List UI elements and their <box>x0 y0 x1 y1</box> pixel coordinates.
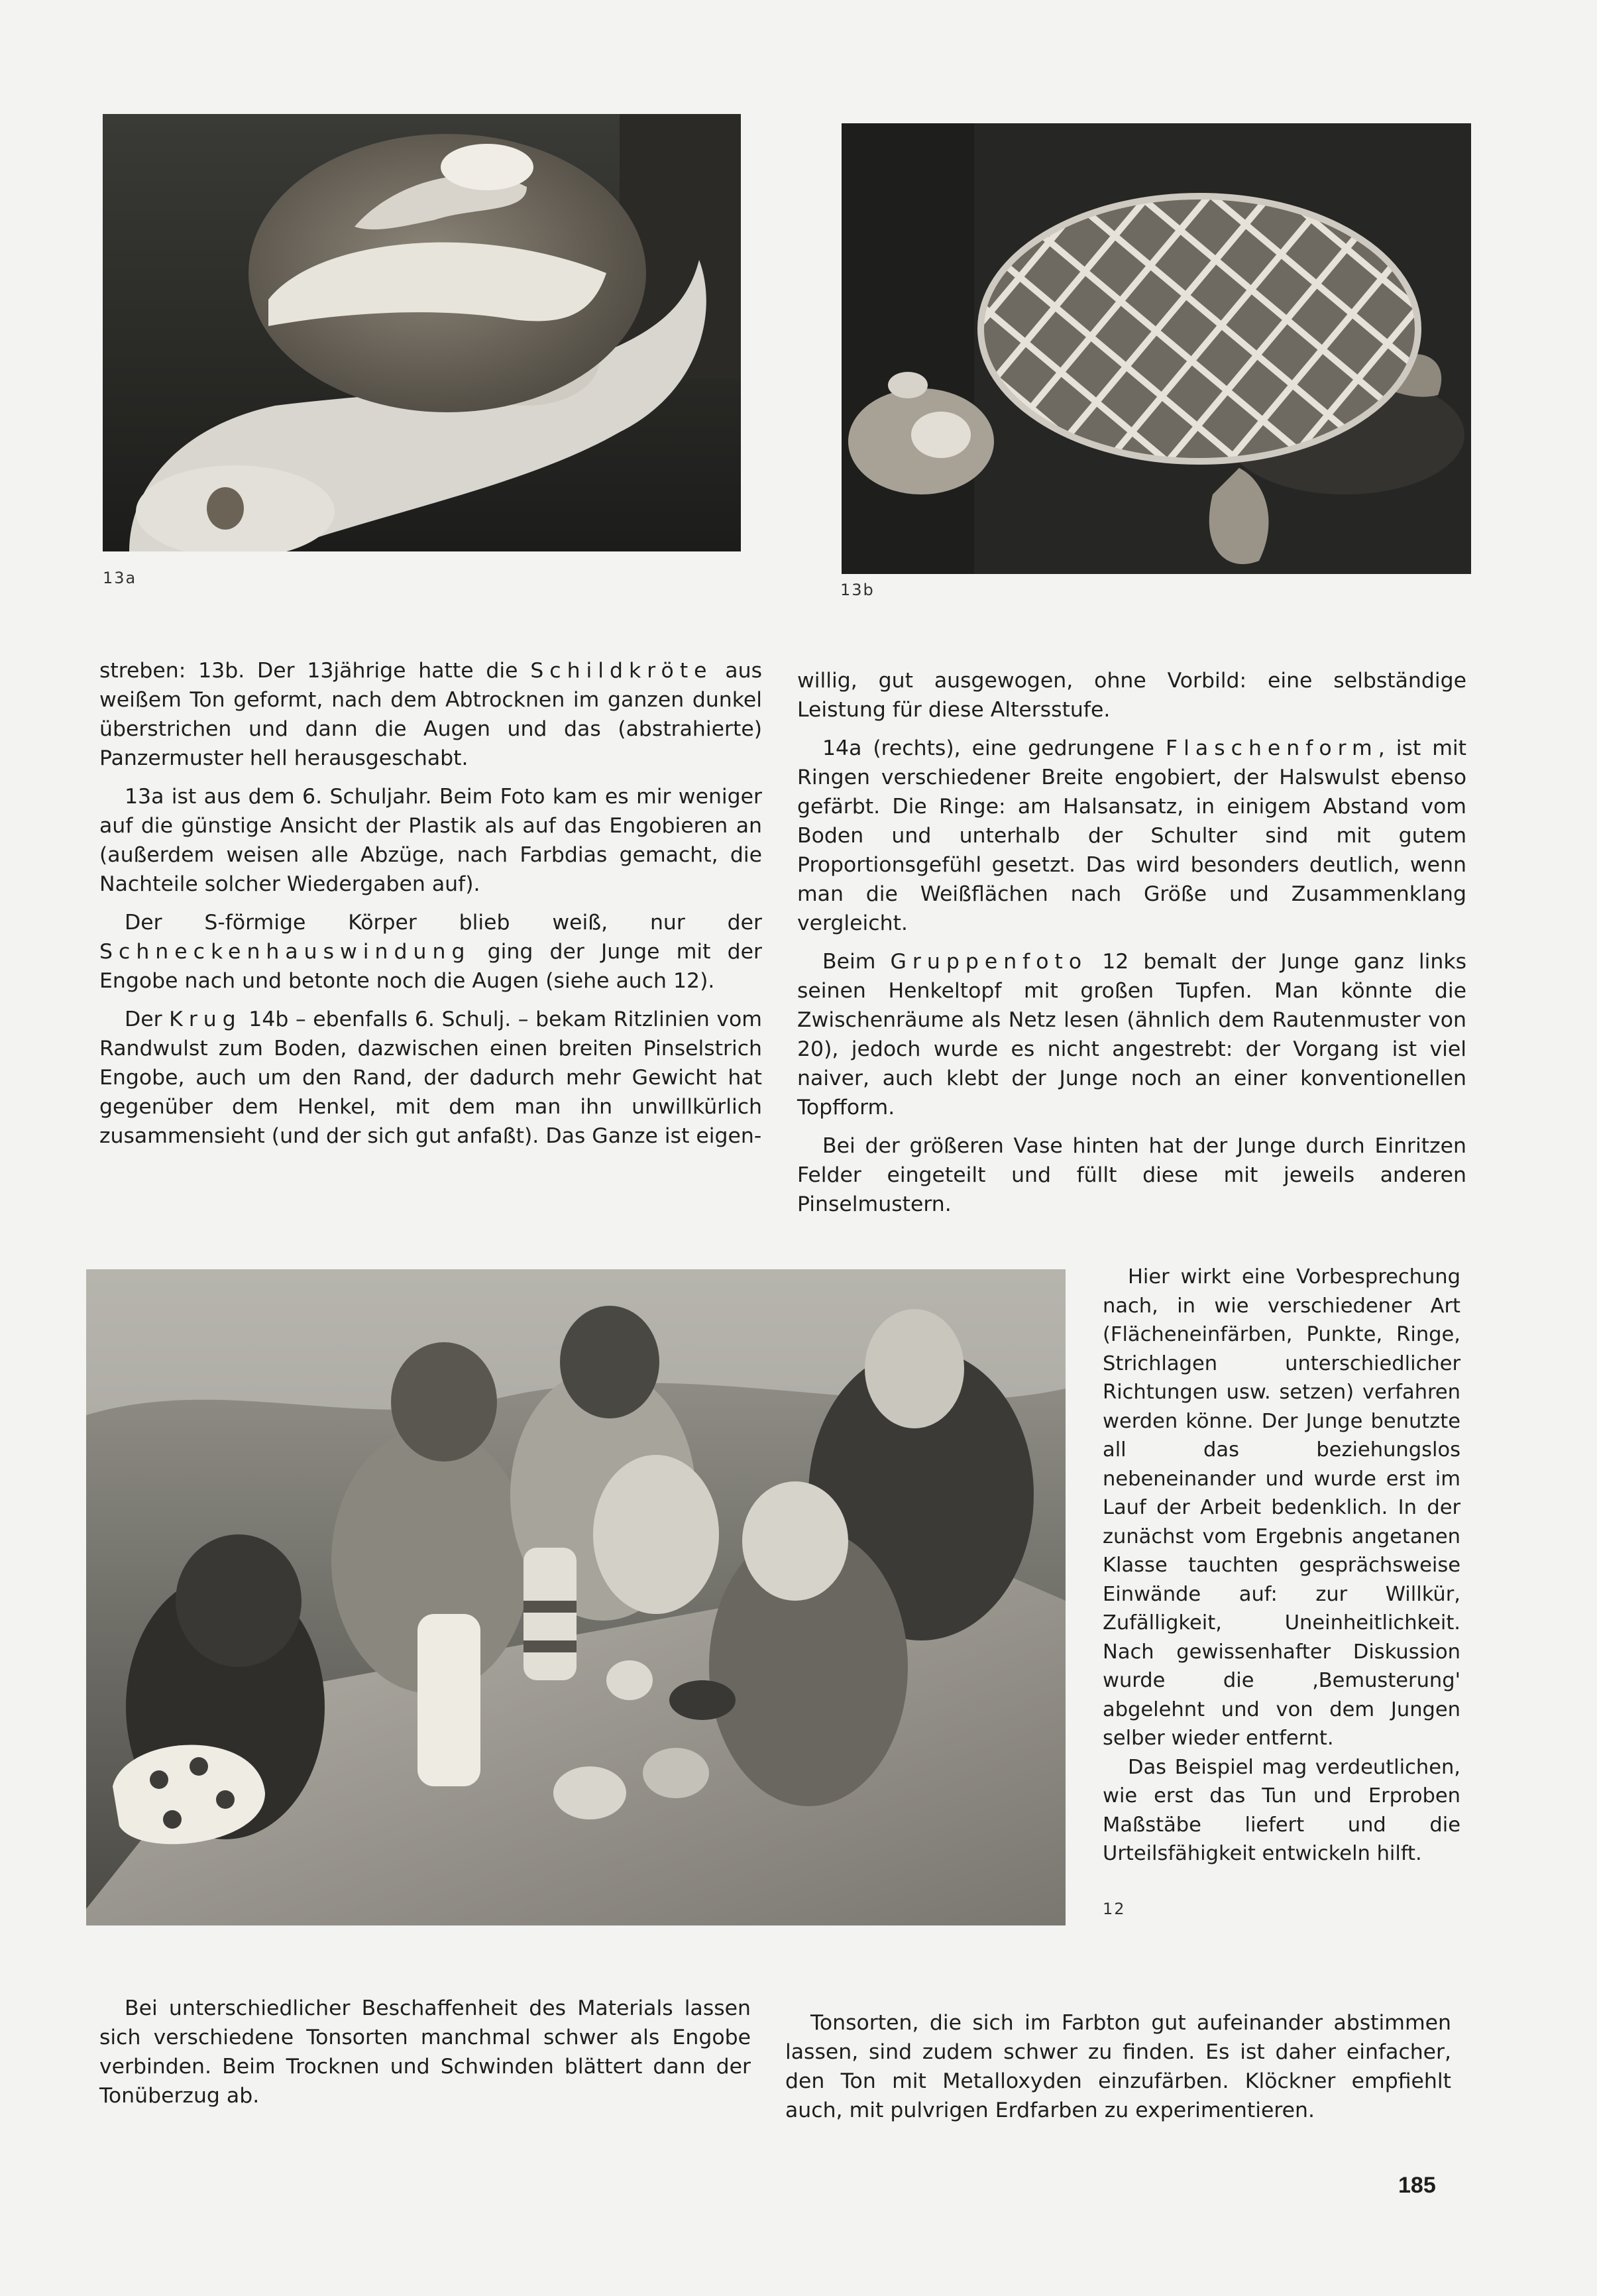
caption-13b: 13b <box>840 581 875 599</box>
paragraph: Hier wirkt eine Vorbesprechung nach, in wie verschiedener Art (Flächeneinfärben, Punkte, Ringe, Strichlagen unterschiedlicher Richtungen usw. setzen) verfahren werden könne. Der Junge benutzte all das beziehungslos nebeneinander und wurde erst im Lauf der Arbeit bedenklich. In der zunächst vom Ergebnis angetanen Klasse tauchten gesprächsweise Einwände auf: zur Willkür, Zufälligkeit, Uneinheitlichkeit. Nach gewissenhafter Diskussion wurde die ‚Bemusterung' abgelehnt und von dem Jungen selber wieder entfernt. <box>1103 1265 1460 1750</box>
paragraph: willig, gut ausgewogen, ohne Vorbild: eine selbständige Leistung für diese Altersstufe. <box>797 669 1466 722</box>
paragraph: streben: 13b. Der 13jährige hatte die Schildkröte aus weißem Ton geformt, nach dem Abtrocknen im ganzen dunkel überstrichen und dann die Augen und das (abstrahierte) Panzermuster hell herausgeschabt. <box>99 659 762 770</box>
paragraph: Beim Gruppenfoto 12 bemalt der Junge ganz links seinen Henkeltopf mit großen Tupfen. Man könnte die Zwischenräume als Netz lesen (ähnlich dem Rautenmuster von 20), jedoch wurde es nicht angestrebt: der Vorgang ist viel naiver, auch klebt der Junge noch an einer konventionellen Topfform. <box>797 950 1466 1119</box>
text-column-left <box>99 656 762 1160</box>
snail-image <box>103 114 741 551</box>
caption-12: 12 <box>1103 1900 1126 1918</box>
paragraph: Der S-förmige Körper blieb weiß, nur der Schneckenhauswindung ging der Junge mit der Engobe nach und betonte noch die Augen (siehe auch 12). <box>99 911 762 993</box>
paragraph: Der Krug 14b – ebenfalls 6. Schulj. – bekam Ritzlinien vom Randwulst zum Boden, dazwischen einen breiten Pinselstrich Engobe, auch um den Rand, der dadurch mehr Gewicht hat gegenüber dem Henkel, mit dem man ihn unwillkürlich zusammensieht (und der sich gut anfaßt). Das Ganze ist eigen- <box>99 1007 762 1148</box>
paragraph: 13a ist aus dem 6. Schuljahr. Beim Foto kam es mir weniger auf die günstige Ansicht der Plastik als auf das Engobieren an (außerdem weisen alle Abzüge, nach Farbdias gemacht, die Nachteile solcher Wiedergaben auf). <box>99 785 762 896</box>
paragraph: Bei unterschiedlicher Beschaffenheit des Materials lassen sich verschiedene Tonsorten manchmal schwer als Engobe verbinden. Beim Trocknen und Schwinden blättert dann der Tonüberzug ab. <box>99 1996 751 2108</box>
paragraph: Tonsorten, die sich im Farbton gut aufeinander abstimmen lassen, sind zudem schwer zu finden. Es ist daher einfacher, den Ton mit Metalloxyden einzufärben. Klöckner empfiehlt auch, mit pulvrigen Erdfarben zu experimentieren. <box>785 2011 1451 2122</box>
photo-turtle <box>842 123 1471 574</box>
caption-13a: 13a <box>103 569 137 587</box>
side-text <box>1103 1263 1460 1878</box>
page-number: 185 <box>1398 2173 1436 2198</box>
photo-snail <box>103 114 741 551</box>
text-column-right <box>797 666 1466 1228</box>
children-image <box>86 1269 1066 1925</box>
photo-children <box>86 1269 1066 1925</box>
paragraph: 14a (rechts), eine gedrungene Flaschenform, ist mit Ringen verschiedener Breite engobiert, der Halswulst ebenso gefärbt. Die Ringe: am Halsansatz, in einigem Abstand vom Boden und unterhalb der Schulter sind mit gutem Proportionsgefühl gesetzt. Das wird besonders deutlich, wenn man die Weißflächen nach Größe und Zusammenklang vergleicht. <box>797 736 1466 935</box>
turtle-image <box>842 123 1471 574</box>
paragraph: Das Beispiel mag verdeutlichen, wie erst das Tun und Erproben Maßstäbe liefert und die Urteilsfähigkeit entwickeln hilft. <box>1103 1755 1460 1865</box>
paragraph: Bei der größeren Vase hinten hat der Junge durch Einritzen Felder eingeteilt und füllt diese mit jeweils anderen Pinselmustern. <box>797 1134 1466 1216</box>
bottom-text-right <box>785 2008 1451 2134</box>
bottom-text-left <box>99 1994 751 2120</box>
